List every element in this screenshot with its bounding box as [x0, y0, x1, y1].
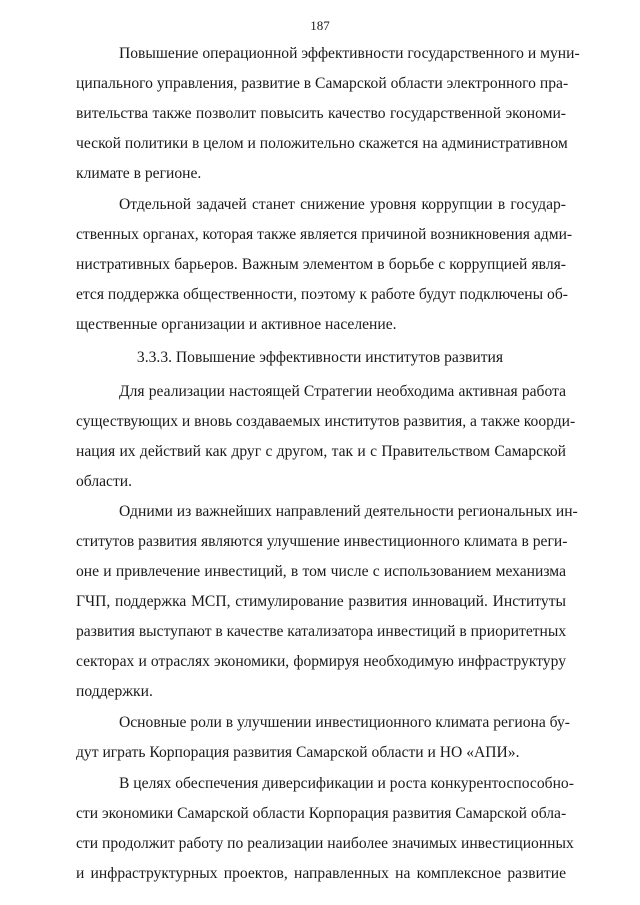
paragraph-5-line-1: Основные роли в улучшении инвестиционного климата региона бу- [119, 714, 570, 731]
paragraph-1-line-5: климате в регионе. [76, 165, 202, 182]
section-heading: 3.3.3. Повышение эффективности институтов развития [136, 349, 504, 366]
paragraph-4-line-5: развития выступают в качестве катализатора инвестиций в приоритетных [76, 623, 567, 640]
paragraph-4-line-3: оне и привлечение инвестиций, в том числе с использованием механизма [76, 563, 566, 580]
paragraph-2-line-5: щественные организации и активное население. [76, 316, 397, 333]
paragraph-6-line-3: сти продолжит работу по реализации наиболее значимых инвестиционных [76, 835, 574, 852]
paragraph-2-line-1: Отдельной задачей станет снижение уровня коррупции в государ- [119, 196, 566, 213]
paragraph-4-line-4: ГЧП, поддержка МСП, стимулирование развития инноваций. Институты [76, 593, 566, 610]
paragraph-2-line-4: ется поддержка общественности, поэтому к работе будут подключены об- [76, 286, 568, 303]
paragraph-1-line-4: ческой политики в целом и положительно скажется на административном [76, 135, 568, 152]
paragraph-4-line-6: секторах и отраслях экономики, формируя необходимую инфраструктуру [76, 653, 566, 670]
page-number: 187 [310, 18, 330, 33]
paragraph-3-line-3: нация их действий как друг с другом, так и с Правительством Самарской [76, 443, 566, 460]
paragraph-1-line-3: вительства также позволит повысить качество государственной экономи- [76, 105, 566, 122]
paragraph-3-line-4: области. [76, 473, 133, 490]
paragraph-6-line-1: В целях обеспечения диверсификации и роста конкурентоспособно- [119, 775, 574, 792]
paragraph-6-line-4: и инфраструктурных проектов, направленных на комплексное развитие [76, 865, 566, 882]
paragraph-4-line-1: Одними из важнейших направлений деятельности региональных ин- [119, 503, 578, 520]
paragraph-2-line-2: ственных органах, которая также является причиной возникновения адми- [76, 226, 573, 243]
paragraph-3-line-2: существующих и вновь создаваемых институтов развития, а также коорди- [76, 413, 576, 430]
paragraph-1-line-1: Повышение операционной эффективности государственного и муни- [119, 45, 580, 62]
paragraph-6-line-2: сти экономики Самарской области Корпорация развития Самарской обла- [76, 805, 567, 822]
paragraph-4-line-7: поддержки. [76, 683, 153, 700]
paragraph-2-line-3: нистративных барьеров. Важным элементом в борьбе с коррупцией явля- [76, 256, 566, 273]
paragraph-3-line-1: Для реализации настоящей Стратегии необходима активная работа [119, 383, 566, 400]
paragraph-5-line-2: дут играть Корпорация развития Самарской области и НО «АПИ». [76, 744, 520, 761]
paragraph-1-line-2: ципального управления, развитие в Самарской области электронного пра- [76, 75, 569, 92]
paragraph-4-line-2: ститутов развития являются улучшение инвестиционного климата в реги- [76, 533, 568, 550]
